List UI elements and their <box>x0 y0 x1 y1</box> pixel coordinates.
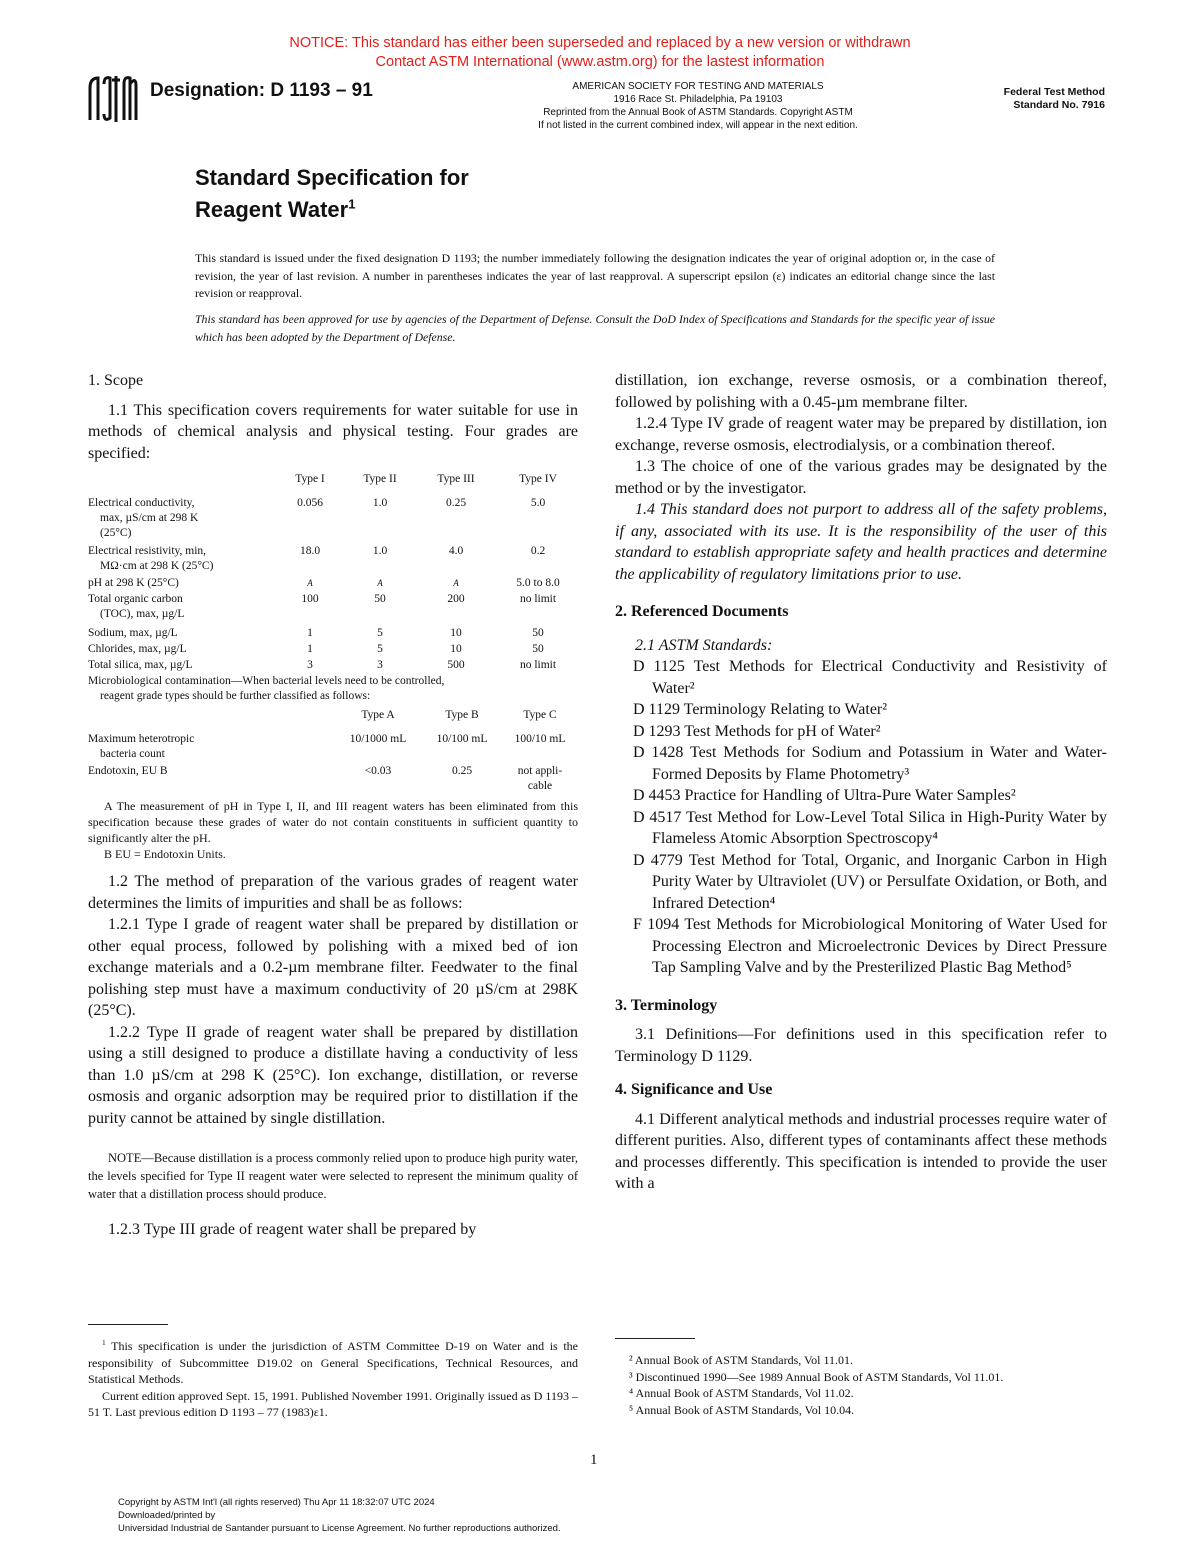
left-column <box>88 370 578 464</box>
note: NOTE—Because distillation is a process commonly relied upon to produce high purity water, the levels specified for Type II reagent water were selected to represent the minimum quality of water that a distillation process should produce. <box>88 1151 578 1201</box>
table-cell: 50 <box>532 627 544 639</box>
table-cell: 10 <box>450 627 462 639</box>
table-cell: 5.0 to 8.0 <box>516 577 560 589</box>
page-number: 1 <box>590 1452 598 1468</box>
table-cell: 4.0 <box>448 545 464 557</box>
scope-1-3: 1.3 The choice of one of the various grades may be designated by the method or by the investigator. <box>615 458 1107 497</box>
row-label: Maximum heterotropic <box>88 733 195 745</box>
federal-test-method <box>930 86 1105 112</box>
list-item: D 1129 Terminology Relating to Water² <box>633 701 888 718</box>
scope-1-2-2: 1.2.2 Type II grade of reagent water shall be prepared by distillation using a still designed to produce a distillate having a conductivity of less than 1.0 µS/cm at 298 K (25°C). Ion exchange, distillation, or reverse osmosis and organic adsorption may be required prior to distillation if the purity cannot be attained by single distillation. <box>88 1023 578 1127</box>
table-cell: 50 <box>532 643 544 655</box>
table-cell: 5 <box>377 627 383 639</box>
table-cell: 50 <box>374 593 386 605</box>
table-cell: 0.25 <box>445 497 467 509</box>
table-header-type-b: Type B <box>445 709 479 721</box>
scope-1-4: 1.4 This standard does not purport to address all of the safety problems, if any, associated with its use. It is the responsibility of the user of this standard to establish appropriate safety and health practices and determine the applicability of regulatory limitations prior to use. <box>615 501 1107 583</box>
document-title <box>195 162 469 226</box>
table-cell: no limit <box>519 593 557 605</box>
table-cell: 10 <box>450 643 462 655</box>
footnote-1-text: This specification is under the jurisdiction of ASTM Committee D-19 on Water and is the responsibility of Subcommittee D19.02 on General Specifications, Technical Resources, and Statistical Methods. <box>88 1339 578 1386</box>
society-address: 1916 Race St. Philadelphia, Pa 19103 <box>613 94 783 105</box>
right-column <box>615 370 1107 1195</box>
list-item: D 1125 Test Methods for Electrical Conductivity and Resistivity of Water² <box>633 658 1107 697</box>
notice-line-1: NOTICE: This standard has either been superseded and replaced by a new version or withdrawn <box>289 35 911 51</box>
table-cell: 18.0 <box>299 545 321 557</box>
micro-line-1: Microbiological contamination—When bacterial levels need to be controlled, <box>88 675 445 687</box>
table-header-type-1: Type I <box>295 473 325 485</box>
row-label: Electrical resistivity, min, <box>88 545 207 557</box>
row-label-2: max, µS/cm at 298 K <box>100 512 199 524</box>
refdocs-list <box>615 656 1107 979</box>
society-reprint: Reprinted from the Annual Book of ASTM Standards. Copyright ASTM <box>543 107 853 118</box>
table-cell: 200 <box>447 593 465 605</box>
title-line-1: Standard Specification for <box>195 165 469 190</box>
table-row-silica: Total silica, max, µg/L <box>88 659 193 671</box>
footnote-1-edition: Current edition approved Sept. 15, 1991. Published November 1991. Originally issued as D 1193 – 51 T. Last previous edition D 1193 – 77 (1983)ε1. <box>88 1388 578 1419</box>
table-cell: 5.0 <box>530 497 546 509</box>
significance-heading: 4. Significance and Use <box>615 1081 773 1098</box>
table-cell: 0.25 <box>451 765 473 777</box>
title-line-2 <box>195 194 469 226</box>
table-cell: 5 <box>377 643 383 655</box>
copyright-line-2: Downloaded/printed by <box>118 1510 216 1521</box>
copyright-line-1: Copyright by ASTM Int'l (all rights reserved) Thu Apr 11 18:32:07 UTC 2024 <box>118 1497 435 1508</box>
federal-line-1: Federal Test Method <box>1003 86 1105 98</box>
list-item: D 4779 Test Method for Total, Organic, and Inorganic Carbon in High Purity Water by Ultraviolet (UV) or Persulfate Oxidation, or Both, and Infrared Detection⁴ <box>633 851 1107 912</box>
table-row-chlorides: Chlorides, max, µg/L <box>88 643 187 655</box>
table-cell: no limit <box>519 659 557 671</box>
table-cell: 1 <box>307 643 313 655</box>
table-cell: <0.03 <box>364 765 392 777</box>
footnote-3: ³ Discontinued 1990—See 1989 Annual Book of ASTM Standards, Vol 11.01. <box>629 1369 1004 1384</box>
left-column-continued <box>88 871 578 1241</box>
society-name: AMERICAN SOCIETY FOR TESTING AND MATERIALS <box>572 81 824 92</box>
title-footnote-mark: 1 <box>348 196 356 212</box>
terminology-3-1: 3.1 Definitions—For definitions used in this specification refer to Terminology D 1129. <box>615 1026 1107 1065</box>
scope-1-2-4: 1.2.4 Type IV grade of reagent water may be prepared by distillation, ion exchange, reverse osmosis, electrodialysis, or a combination thereof. <box>615 415 1107 454</box>
table-row-conductivity <box>88 496 278 541</box>
table-cell: 10/100 mL <box>436 733 488 745</box>
table-footnote-b: B EU = Endotoxin Units. <box>104 847 226 861</box>
table-header-type-2: Type II <box>363 473 397 485</box>
table-cell: 100 <box>301 593 319 605</box>
table-header-type-4: Type IV <box>519 473 557 485</box>
footnote-4: ⁴ Annual Book of ASTM Standards, Vol 11.02. <box>629 1386 854 1400</box>
list-item: F 1094 Test Methods for Microbiological Monitoring of Water Used for Processing Electron and Microelectronic Devices by Direct Pressure Tap Sampling Valve and by the Presterilized Plastic Bag Method⁵ <box>633 916 1107 976</box>
row-label-2: MΩ·cm at 298 K (25°C) <box>100 560 214 572</box>
table-row-ph: pH at 298 K (25°C) <box>88 577 179 589</box>
table-cell: 1.0 <box>372 497 388 509</box>
table-cell: 3 <box>307 659 313 671</box>
table-cell: 1.0 <box>372 545 388 557</box>
row-label-3: (25°C) <box>100 527 132 539</box>
table-cell: 0.056 <box>297 497 323 509</box>
scope-1-2-3: 1.2.3 Type III grade of reagent water shall be prepared by <box>108 1221 477 1238</box>
table-cell: 0.2 <box>530 545 546 557</box>
footnotes-right <box>615 1352 1107 1418</box>
table-header-type-c: Type C <box>523 709 557 721</box>
list-item: D 1293 Test Methods for pH of Water² <box>633 722 881 740</box>
table-row-toc <box>88 592 278 622</box>
notice-line-2: Contact ASTM International (www.astm.org) for the lastest information <box>375 54 825 70</box>
table-cell: A <box>453 578 459 588</box>
table-footnotes <box>88 798 578 862</box>
footnote-rule-left <box>88 1324 168 1325</box>
table-cell: 1 <box>307 627 313 639</box>
table-row-endotoxin: Endotoxin, EU B <box>88 765 168 777</box>
scope-1-2-3-continued: distillation, ion exchange, reverse osmosis, or a combination thereof, followed by polishing with a 0.45-µm membrane filter. <box>615 372 1107 411</box>
row-label-2: bacteria count <box>100 748 165 760</box>
row-label: Electrical conductivity, <box>88 497 195 509</box>
title-text: Reagent Water <box>195 197 349 222</box>
table-cell: 100/10 mL <box>514 733 566 745</box>
scope-heading: 1. Scope <box>88 372 144 389</box>
terminology-heading: 3. Terminology <box>615 996 718 1014</box>
table-cell: A <box>307 578 313 588</box>
scope-1-1: 1.1 This specification covers requirements for water suitable for use in methods of chemical analysis and physical testing. Four grades are specified: <box>88 401 578 462</box>
federal-line-2: Standard No. 7916 <box>1013 99 1105 111</box>
table-footnote-a: A The measurement of pH in Type I, II, and III reagent waters has been eliminated from this specification because these grades of water do not contain constituents in sufficient quantity to significantly alter the pH. <box>88 799 578 845</box>
footnote-5: ⁵ Annual Book of ASTM Standards, Vol 10.04. <box>629 1402 855 1417</box>
list-item: D 1428 Test Methods for Sodium and Potassium in Water and Water-Formed Deposits by Flame Photometry³ <box>633 744 1107 783</box>
cell-line-2: cable <box>527 780 553 792</box>
scope-1-2: 1.2 The method of preparation of the various grades of reagent water determines the limits of impurities and shall be as follows: <box>88 873 578 912</box>
footnote-rule-right <box>615 1338 695 1339</box>
row-label-2: (TOC), max, µg/L <box>100 608 185 620</box>
cell-line-1: not appli- <box>517 765 563 777</box>
footnote-2: ² Annual Book of ASTM Standards, Vol 11.01. <box>629 1353 854 1367</box>
grades-table <box>88 472 578 792</box>
list-item: D 4517 Test Method for Low-Level Total Silica in High-Purity Water by Flameless Atomic Absorption Spectroscopy⁴ <box>633 808 1107 847</box>
table-row-resistivity <box>88 544 278 574</box>
table-row-sodium: Sodium, max, µg/L <box>88 627 178 639</box>
row-label: Total organic carbon <box>88 593 183 605</box>
table-row-bacteria <box>88 732 288 762</box>
copyright-notice <box>118 1496 561 1535</box>
refdocs-sub: 2.1 ASTM Standards: <box>635 636 773 654</box>
table-header-type-a: Type A <box>361 709 395 721</box>
designation: Designation: D 1193 – 91 <box>150 80 373 101</box>
table-cell: 500 <box>447 659 465 671</box>
table-cell <box>500 764 580 794</box>
astm-logo <box>84 70 140 126</box>
copyright-line-3: Universidad Industrial de Santander pursuant to License Agreement. No further reproductions authorized. <box>118 1523 561 1534</box>
notice-banner <box>0 34 1200 72</box>
society-index: If not listed in the current combined index, will appear in the next edition. <box>538 120 858 131</box>
micro-line-2: reagent grade types should be further classified as follows: <box>100 690 371 702</box>
micro-note <box>88 674 578 704</box>
scope-1-2-1: 1.2.1 Type I grade of reagent water shall be prepared by distillation or other equal process, followed by polishing with a mixed bed of ion exchange materials and a 0.2-µm membrane filter. Feedwater to the final polishing step must have a maximum conductivity of 20 µS/cm at 298K (25°C). <box>88 916 578 1019</box>
table-cell: A <box>377 578 383 588</box>
preamble: This standard is issued under the fixed designation D 1193; the number immediately following the designation indicates the year of original adoption or, in the case of revision, the year of last revision. A number in parentheses indicates the year of last reapproval. A superscript epsilon (ε) indicates an editorial change since the last revision or reapproval. <box>195 251 995 300</box>
table-cell: 10/1000 mL <box>349 733 407 745</box>
dod-approval: This standard has been approved for use by agencies of the Department of Defense. Consult the DoD Index of Specifications and Standards for the specific year of issue which has been adopted by the Department of Defense. <box>195 312 995 344</box>
table-cell: 3 <box>377 659 383 671</box>
refdocs-heading: 2. Referenced Documents <box>615 603 789 620</box>
significance-4-1: 4.1 Different analytical methods and industrial processes require water of different purities. Also, different types of contaminants affect these methods and processes differently. This specification is intended to provide the user with a <box>615 1110 1107 1192</box>
table-header-type-3: Type III <box>437 473 475 485</box>
society-info <box>488 80 908 132</box>
footnote-1: $^1$ This specification is under the jurisdiction of ASTM Committee D-19 on Water and is the responsibility of Subcommittee D19.02 on General Specifications, Technical Resources, and Statistical Methods. Current edition approved Sept. 15, 1991. Published November 1991. Originally issued as D 1193 – 51 T. Last previous edition D 1193 – 77 (1983)ε1. <box>88 1338 578 1419</box>
list-item: D 4453 Practice for Handling of Ultra-Pure Water Samples² <box>633 787 1016 804</box>
